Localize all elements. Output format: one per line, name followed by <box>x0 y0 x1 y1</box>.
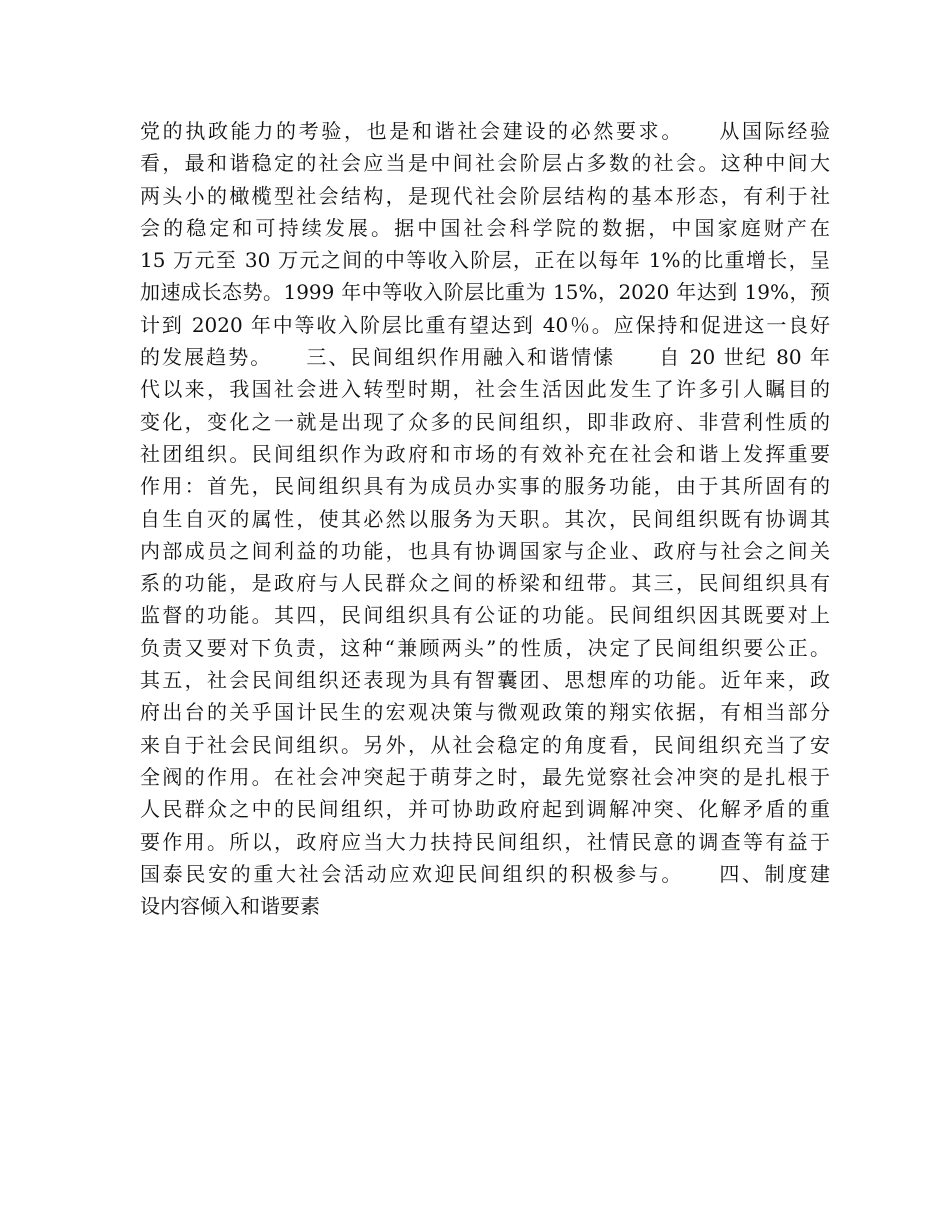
text-line-22: 人民群众之中的民间组织，并可协助政府起到调解冲突、化解矛盾的重 <box>140 797 830 822</box>
text-line-15: 系的功能，是政府与人民群众之间的桥梁和纽带。其三，民间组织具有 <box>140 571 830 596</box>
text-line-23: 要作用。所以，政府应当大力扶持民间组织，社情民意的调查等有益于 <box>140 829 830 854</box>
text-line-24: 国泰民安的重大社会活动应欢迎民间组织的积极参与。 四、制度建 <box>140 861 830 886</box>
text-line-4: 会的稳定和可持续发展。据中国社会科学院的数据，中国家庭财产在 <box>140 215 830 240</box>
text-line-19: 府出台的关乎国计民生的宏观决策与微观政策的翔实依据，有相当部分 <box>140 700 830 725</box>
body-text <box>140 115 830 922</box>
text-line-1: 党的执政能力的考验，也是和谐社会建设的必然要求。 从国际经验 <box>140 119 830 143</box>
text-line-8: 的发展趋势。 三、民间组织作用融入和谐情愫 自 20 世纪 80 年 <box>140 345 830 370</box>
text-line-13: 自生自灭的属性，使其必然以服务为天职。其次，民间组织既有协调其 <box>140 506 830 531</box>
text-line-6: 加速成长态势。1999 年中等收入阶层比重为 15%，2020 年达到 19%，预 <box>140 280 830 305</box>
text-line-20: 来自于社会民间组织。另外，从社会稳定的角度看，民间组织充当了安 <box>140 732 830 757</box>
text-line-9: 代以来，我国社会进入转型时期，社会生活因此发生了许多引人瞩目的 <box>140 377 830 402</box>
text-line-18: 其五，社会民间组织还表现为具有智囊团、思想库的功能。近年来，政 <box>140 668 830 693</box>
text-line-5: 15 万元至 30 万元之间的中等收入阶层，正在以每年 1%的比重增长，呈 <box>140 248 830 273</box>
text-line-17: 负责又要对下负责，这种“兼顾两头”的性质，决定了民间组织要公正。 <box>140 635 830 660</box>
text-line-7: 计到 2020 年中等收入阶层比重有望达到 40％。应保持和促进这一良好 <box>140 312 830 337</box>
text-line-11: 社团组织。民间组织作为政府和市场的有效补充在社会和谐上发挥重要 <box>140 441 830 466</box>
text-line-10: 变化，变化之一就是出现了众多的民间组织，即非政府、非营利性质的 <box>140 409 830 434</box>
text-line-16: 监督的功能。其四，民间组织具有公证的功能。民间组织因其既要对上 <box>140 603 830 628</box>
text-line-2: 看，最和谐稳定的社会应当是中间社会阶层占多数的社会。这种中间大 <box>140 151 830 176</box>
text-line-21: 全阀的作用。在社会冲突起于萌芽之时，最先觉察社会冲突的是扎根于 <box>140 764 830 789</box>
text-line-3: 两头小的橄榄型社会结构，是现代社会阶层结构的基本形态，有利于社 <box>140 183 830 208</box>
text-line-25: 设内容倾入和谐要素 <box>140 894 320 919</box>
text-line-12: 作用：首先，民间组织具有为成员办实事的服务功能，由于其所固有的 <box>140 474 830 499</box>
text-line-14: 内部成员之间利益的功能，也具有协调国家与企业、政府与社会之间关 <box>140 538 830 563</box>
